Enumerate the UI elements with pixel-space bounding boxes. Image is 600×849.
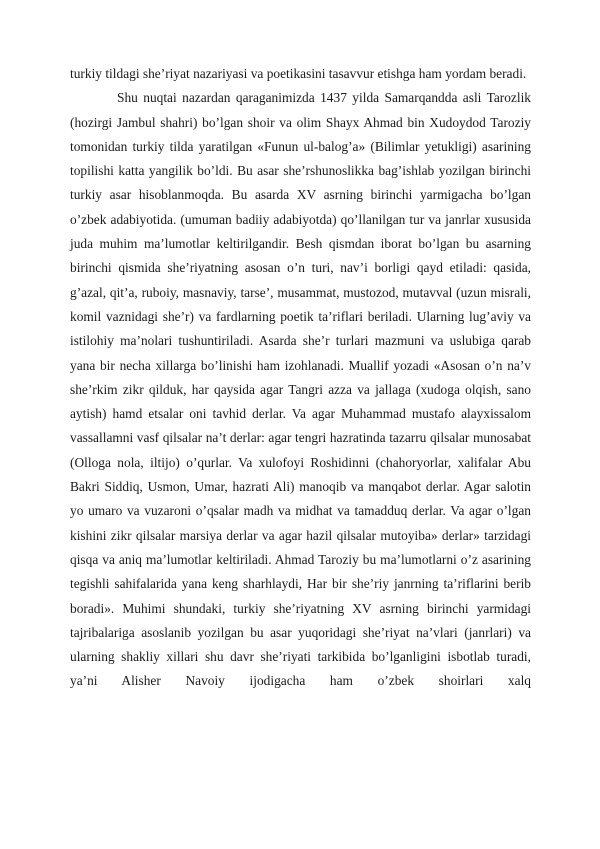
paragraph-2: Shu nuqtai nazardan qaraganimizda 1437 yilda Samarqandda asli Tarozlik (hozirgi Jambul shahri) bo’lgan shoir va olim Shayx Ahmad bin Xudoydod Taroziy tomonidan turkiy tilda yaratilgan «Funun ul-balog’a» (Bilimlar yetukligi) asarining topilishi katta yangilik bo’ldi. Bu asar she’rshunoslikka bag’ishlab yozilgan birinchi turkiy asar hisoblanmoqda. Bu asarda XV asrning birinchi yarmigacha bo’lgan o’zbek adabiyotida. (umuman badiiy adabiyotda) qo’llanilgan tur va janrlar xususida juda muhim ma’lumotlar keltirilgandir. Besh qismdan iborat bo’lgan bu asarning birinchi qismida she’riyatning asosan o’n turi, nav’i borligi qayd etiladi: qasida, g’azal, qit’a, ruboiy, masnaviy, tarse’, musammat, mustozod, mutavval (uzun misrali, komil vaznidagi she’r) va fardlarning poetik ta’riflari beriladi. Ularning lug’aviy va istilohiy ma’nolari tushuntiriladi. Asarda she’r turlari mazmuni va uslubiga qarab yana bir necha xillarga bo’linishi ham izohlanadi. Muallif yozadi «Asosan o’n na’v she’rkim zikr qilduk, har qaysida agar Tangri azza va jallaga (xudoga olqish, sano aytish) hamd etsalar oni tavhid derlar. Va agar Muhammad mustafo alayxissalom vassallamni vasf qilsalar na’t derlar: agar tengri hazratinda tazarru qilsalar munosabat (Olloga nola, iltijo) o’qurlar. Va xulofoyi Roshidinni (chahoryorlar, xalifalar Abu Bakri Siddiq, Usmon, Umar, hazrati Ali) manoqib va manqabot derlar. Agar salotin yo umaro va vuzaroni o’qsalar madh va midhat va tamadduq derlar. Va agar o’lgan kishini zikr qilsalar marsiya derlar va agar hazil qilsalar mutoyiba» derlar» tarzidagi qisqa va aniq ma’lumotlar keltiriladi. Ahmad Taroziy bu ma’lumotlarni o’z asarining tegishli sahifalarida yana keng sharhlaydi, Har bir she’riy janrning ta’riflarini berib boradi». Muhimi shundaki, turkiy she’riyatning XV asrning birinchi yarmidagi tajribalariga asoslanib yozilgan bu asar yuqoridagi she’riyat na’vlari (janrlari) va ularning shakliy xillari shu davr she’riyati tarkibida bo’lganligini isbotlab turadi, ya’ni Alisher Navoiy ijodigacha ham o’zbek shoirlari xalq: [70, 90, 531, 689]
document-page: [70, 62, 531, 694]
paragraph-1: turkiy tildagi she’riyat nazariyasi va poetikasini tasavvur etishga ham yordam beradi.: [70, 66, 527, 81]
